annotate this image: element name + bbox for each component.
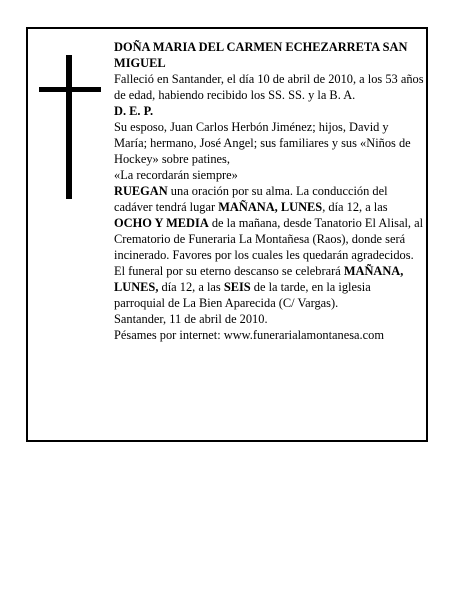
cross-icon	[39, 55, 101, 199]
condolences-web-line: Pésames por internet: www.funerarialamontanesa.com	[114, 328, 384, 342]
service-text-5: de la tarde, en la iglesia parroquial de La Bien Aparecida (C/ Vargas).	[114, 280, 371, 310]
service-date-1: MAÑANA, LUNES	[218, 200, 323, 214]
deceased-name: DOÑA MARIA DEL CARMEN ECHEZARRETA SAN MIGUEL	[114, 40, 408, 70]
service-text-4: día 12, a las	[158, 280, 224, 294]
obituary-notice	[26, 27, 428, 442]
service-text-2: , día 12, a las	[322, 200, 388, 214]
cross-horizontal-bar	[39, 87, 101, 92]
service-time-1: OCHO Y MEDIA	[114, 216, 209, 230]
death-statement: Falleció en Santander, el día 10 de abril de 2010, a los 53 años de edad, habiendo recibido los SS. SS. y la B. A.	[114, 72, 424, 102]
dep-line: D. E. P.	[114, 104, 154, 118]
service-text-1: una oración por su alma. La conducción del cadáver tendrá lugar	[114, 184, 388, 214]
service-time-2: SEIS	[223, 280, 251, 294]
service-text-3: de la mañana, desde Tanatorio El Alisal, al Crematorio de Funeraria La Montañesa (Raos), donde será incinerado. Favores por los cuales les quedarán agradecidos. El funeral por su eterno descanso se celebrará	[114, 216, 424, 278]
ruegan-word: RUEGAN	[114, 184, 168, 198]
service-paragraph	[114, 183, 424, 311]
place-date-line: Santander, 11 de abril de 2010.	[114, 312, 268, 326]
cross-vertical-bar	[66, 55, 72, 199]
notice-text	[114, 39, 424, 343]
family-statement: Su esposo, Juan Carlos Herbón Jiménez; hijos, David y María; hermano, José Angel; sus familiares y sus «Niños de Hockey» sobre patines,	[114, 120, 411, 166]
remember-line: «La recordarán siempre»	[114, 168, 238, 182]
service-date-2: MAÑANA, LUNES,	[114, 264, 404, 294]
